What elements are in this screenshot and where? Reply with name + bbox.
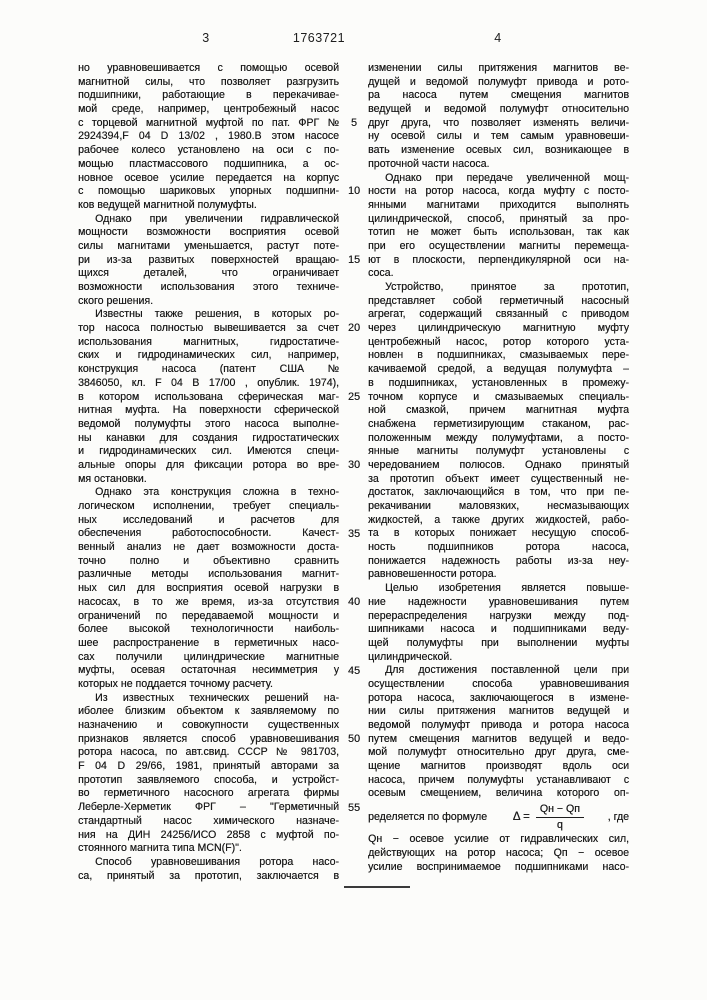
text-line: тор насоса полностью вывешивается за счет: [78, 322, 339, 335]
text-line: тотип не может быть использован, так как: [368, 226, 629, 239]
text-line: во герметичного насосного агрегата фирмы: [78, 787, 339, 800]
gutter-line-number: 20: [347, 322, 360, 335]
text-line: мой полумуфт относительно друг друга, сме-: [368, 746, 629, 759]
text-line: осевым смещением, величина которого оп-: [368, 787, 629, 800]
text-line: щей полумуфты при выполнении муфты: [368, 636, 629, 649]
text-line: ротора насоса, по авт.свид. СССР № 981703,: [78, 746, 339, 759]
fraction-denominator: q: [556, 818, 563, 831]
text-line: положенным между полумуфтами, а посто-: [368, 431, 629, 444]
text-line: снабжена герметизирующим стаканом, рас-: [368, 417, 629, 430]
gutter-line-number: 10: [347, 185, 360, 198]
text-line: за прототип объект имеет существенный не-: [368, 472, 629, 485]
text-line: та в которых понижает несущую способ-: [368, 527, 629, 540]
text-line: понижается надежность работы из-за неу-: [368, 554, 629, 567]
text-line: различные методы использования магнит-: [78, 568, 339, 581]
text-line: признаков является способ уравновешивания: [78, 732, 339, 745]
text-line: насоса, причем полумуфты устанавливают с: [368, 773, 629, 786]
patent-number: 1763721: [292, 31, 346, 45]
text-line: конструкция насоса (патент США №: [78, 363, 339, 376]
text-line: логическом исполнении, требует специаль-: [78, 500, 339, 512]
text-line: с помощью шариковых упорных подшипни-: [78, 185, 339, 198]
text-line: прототип заявляемого способа, и устройст-: [78, 773, 339, 786]
right-text-column: [368, 62, 629, 874]
text-line: цилиндрической.: [368, 650, 453, 663]
text-line: цилиндрической, способ, принятый за про-: [368, 212, 629, 225]
text-line: нии силы притяжения магнитов ведущей и: [368, 705, 629, 718]
formula-expression: [511, 803, 584, 832]
text-line: Однако при передаче увеличенной мощ-: [385, 171, 629, 184]
text-line: ну осевой силы и тем самым уравновеши-: [368, 130, 629, 143]
gutter-line-number: 5: [350, 116, 357, 129]
text-line: но уравновешивается с помощью осевой: [78, 62, 339, 74]
text-line: достаток, заключающийся в том, что при пе-: [368, 486, 629, 499]
text-line: ра насоса путем смещения магнитов: [368, 89, 629, 102]
text-line: ных сил для восприятия осевой нагрузки в: [78, 582, 339, 595]
fraction: [536, 803, 584, 832]
gutter-line-number: 55: [347, 801, 360, 814]
text-line: новное осевое усилие передается на корпус: [78, 171, 339, 184]
text-line: венный анализ не дает возможности доста-: [78, 541, 339, 554]
text-line: ность подшипников ротора насоса,: [368, 541, 629, 554]
text-line: Целью изобретения является повыше-: [385, 582, 629, 595]
gutter-line-number: 15: [347, 253, 360, 266]
gutter-line-number: 45: [347, 664, 360, 677]
text-line: Qн − осевое усилие от гидравлических сил,: [368, 833, 629, 846]
line-number-gutter: [343, 62, 365, 874]
text-line: и гидродинамических сил. Имеются специ-: [78, 445, 339, 458]
delta-symbol: Δ =: [512, 811, 530, 824]
text-line: Однако эта конструкция сложна в техно-: [95, 486, 339, 499]
text-line: щихся деталей, что ограничивает: [78, 267, 339, 280]
text-line: точно полно и объективно сравнить: [78, 554, 339, 567]
text-line: мощности возможности восприятия осевой: [78, 226, 339, 239]
text-line: янными магнитами приходится выполнять: [368, 198, 629, 211]
left-text-column: [78, 62, 339, 883]
formula-lead-text: ределяется по формуле: [368, 811, 488, 824]
text-line: стоянного магнита типа MCN(F)".: [78, 842, 242, 855]
text-line: при его осуществлении магниты перемеща-: [368, 239, 629, 252]
text-line: жидкостей, а также других жидкостей, рабо-: [368, 513, 629, 526]
text-line: вать изменение осевых сил, возникающее в: [368, 144, 629, 157]
text-line: Однако при увеличении гидравлической: [95, 212, 339, 225]
text-line: ют в плоскости, перпендикулярной оси на-: [368, 253, 629, 266]
text-line: равновешенности ротора.: [368, 568, 497, 581]
text-line: перераспределения нагрузки между под-: [368, 609, 629, 622]
text-line: использования магнитных, гидростатиче-: [78, 335, 339, 348]
text-line: друг друга, что позволяет изменять величи-: [368, 116, 629, 129]
text-line: силы магнитами уменьшается, растут поте-: [78, 239, 339, 252]
text-line: проточной части насоса.: [368, 157, 490, 170]
text-line: Устройство, принятое за прототип,: [385, 281, 629, 293]
text-line: Леберле-Херметик ФРГ – "Герметичный: [78, 801, 339, 814]
text-line: муфты, осевая остаточная несимметрия у: [78, 664, 339, 677]
text-line: более высокой технологичности наиболь-: [78, 623, 339, 636]
formula-tail-text: , где: [607, 811, 629, 824]
text-line: новлен в подшипниках, смазываемых пере-: [368, 349, 629, 362]
text-line: магнитной силы, что позволяет разгрузить: [78, 75, 339, 88]
text-line: Из известных технических решений на-: [95, 691, 339, 704]
text-line: Известны также решения, в которых ро-: [95, 308, 339, 321]
text-line: ния на ДИН 24256/ИСО 2858 с муфтой по-: [78, 828, 339, 841]
text-line: ограничений по передаваемой мощности и: [78, 609, 339, 622]
text-line: Для достижения поставленной цели при: [385, 664, 629, 677]
text-line: чередованием полюсов. Однако принятый: [368, 458, 629, 471]
text-line: рекачивании маловязких, несмазывающих: [368, 500, 629, 512]
text-line: которых не поддается точному расчету.: [78, 677, 273, 690]
text-line: ны канавки для создания гидростатических: [78, 431, 339, 444]
text-line: ских и гидродинамических сил, например,: [78, 349, 339, 362]
text-line: возможности использования этого техниче-: [78, 281, 339, 293]
text-line: ности на ротор насоса, когда муфту с посто-: [368, 185, 629, 198]
page-number-right: 4: [494, 31, 502, 45]
text-line: путем смещения магнитов ведущей и ведо-: [368, 732, 629, 745]
text-line: шипниками насоса и подшипниками веду-: [368, 623, 629, 636]
text-line: мощью пластмассового подшипника, а ос-: [78, 157, 339, 170]
gutter-line-number: 50: [347, 733, 360, 746]
text-line: ведущей и ведомой полумуфт относительно: [368, 103, 629, 116]
text-line: усилие воспринимаемое подшипниками насо-: [368, 860, 629, 873]
text-line: ри из-за развитых поверхностей вращаю-: [78, 253, 339, 266]
gutter-line-number: 30: [347, 459, 360, 472]
text-line: альные опоры для фиксации ротора во вре-: [78, 458, 339, 471]
text-line: через цилиндрическую магнитную муфту: [368, 322, 629, 335]
gutter-line-number: 25: [347, 390, 360, 403]
text-line: 2924394,F 04 D 13/02 , 1980.В этом насосе: [78, 130, 339, 143]
text-line: мой среде, например, центробежный насос: [78, 103, 339, 116]
text-line: дущей и ведомой полумуфт привода и рото-: [368, 75, 629, 88]
text-line: центробежный насос, ротор которого уста-: [368, 335, 629, 348]
text-line: Способ уравновешивания ротора насо-: [95, 855, 339, 868]
text-line: с торцевой магнитной муфтой по пат. ФРГ №: [78, 116, 339, 129]
text-line: осуществлении способа уравновешивания: [368, 677, 629, 690]
formula-line: [368, 801, 629, 833]
text-line: янные магниты полумуфт установлены с: [368, 445, 629, 458]
text-line: рабочее колесо установлено на оси с по-: [78, 144, 339, 157]
text-line: шее распространение в герметичных насо-: [78, 636, 339, 649]
text-line: представляет собой герметичный насосный: [368, 294, 629, 307]
text-line: ского решения.: [78, 294, 154, 307]
text-line: агрегат, содержащий связанный с приводом: [368, 308, 629, 321]
text-line: ков ведущей магнитной полумуфты.: [78, 198, 257, 211]
gutter-line-number: 35: [347, 527, 360, 540]
text-line: соса.: [368, 267, 394, 280]
text-line: стандартный насос химического назначе-: [78, 814, 339, 827]
text-line: качиваемой средой, а ведущая полумуфта –: [368, 363, 629, 376]
column-end-rule: [344, 886, 410, 888]
text-line: обеспечения работоспособности. Качест-: [78, 527, 339, 540]
text-line: подшипники, работающие в перекачивае-: [78, 89, 339, 102]
text-line: изменении силы притяжения магнитов ве-: [368, 62, 629, 74]
text-line: в подшипниках, установленных в промежу-: [368, 376, 629, 389]
text-line: ведомой полумуфты этого насоса выполне-: [78, 417, 339, 430]
text-line: точном корпусе и смазываемых специаль-: [368, 390, 629, 403]
text-line: сах получили цилиндрические магнитные: [78, 650, 339, 663]
gutter-line-number: 40: [347, 596, 360, 609]
text-line: действующих на ротор насоса; Qп − осевое: [368, 846, 629, 859]
text-line: ной смазкой, причем магнитная муфта: [368, 404, 629, 417]
text-line: ведомой полумуфт привода и ротора насоса: [368, 719, 629, 731]
text-line: в котором использована сферическая маг-: [78, 390, 339, 403]
text-line: ротора насоса, заключающегося в измене-: [368, 691, 629, 704]
text-line: са, принятый за прототип, заключается в: [78, 869, 339, 882]
text-line: ных исследований и расчетов для: [78, 513, 339, 526]
text-line: F 04 D 29/66, 1981, принятый авторами за: [78, 760, 339, 773]
text-line: нитная муфта. На поверхности сферической: [78, 404, 339, 417]
text-line: ние надежности уравновешивания путем: [368, 595, 629, 608]
text-line: мя остановки.: [78, 472, 147, 485]
text-line: щение магнитов производят вдоль оси: [368, 760, 629, 773]
fraction-numerator: Qн − Qп: [536, 803, 584, 818]
text-line: насосах, в то же время, из-за отсутствия: [78, 595, 339, 608]
text-line: назначению и совокупности существенных: [78, 719, 339, 731]
text-line: иболее близким объектом к заявляемому по: [78, 705, 339, 718]
text-line: 3846050, кл. F 04 B 17/00 , опублик. 1974),: [78, 376, 339, 389]
page-number-left: 3: [202, 31, 210, 45]
